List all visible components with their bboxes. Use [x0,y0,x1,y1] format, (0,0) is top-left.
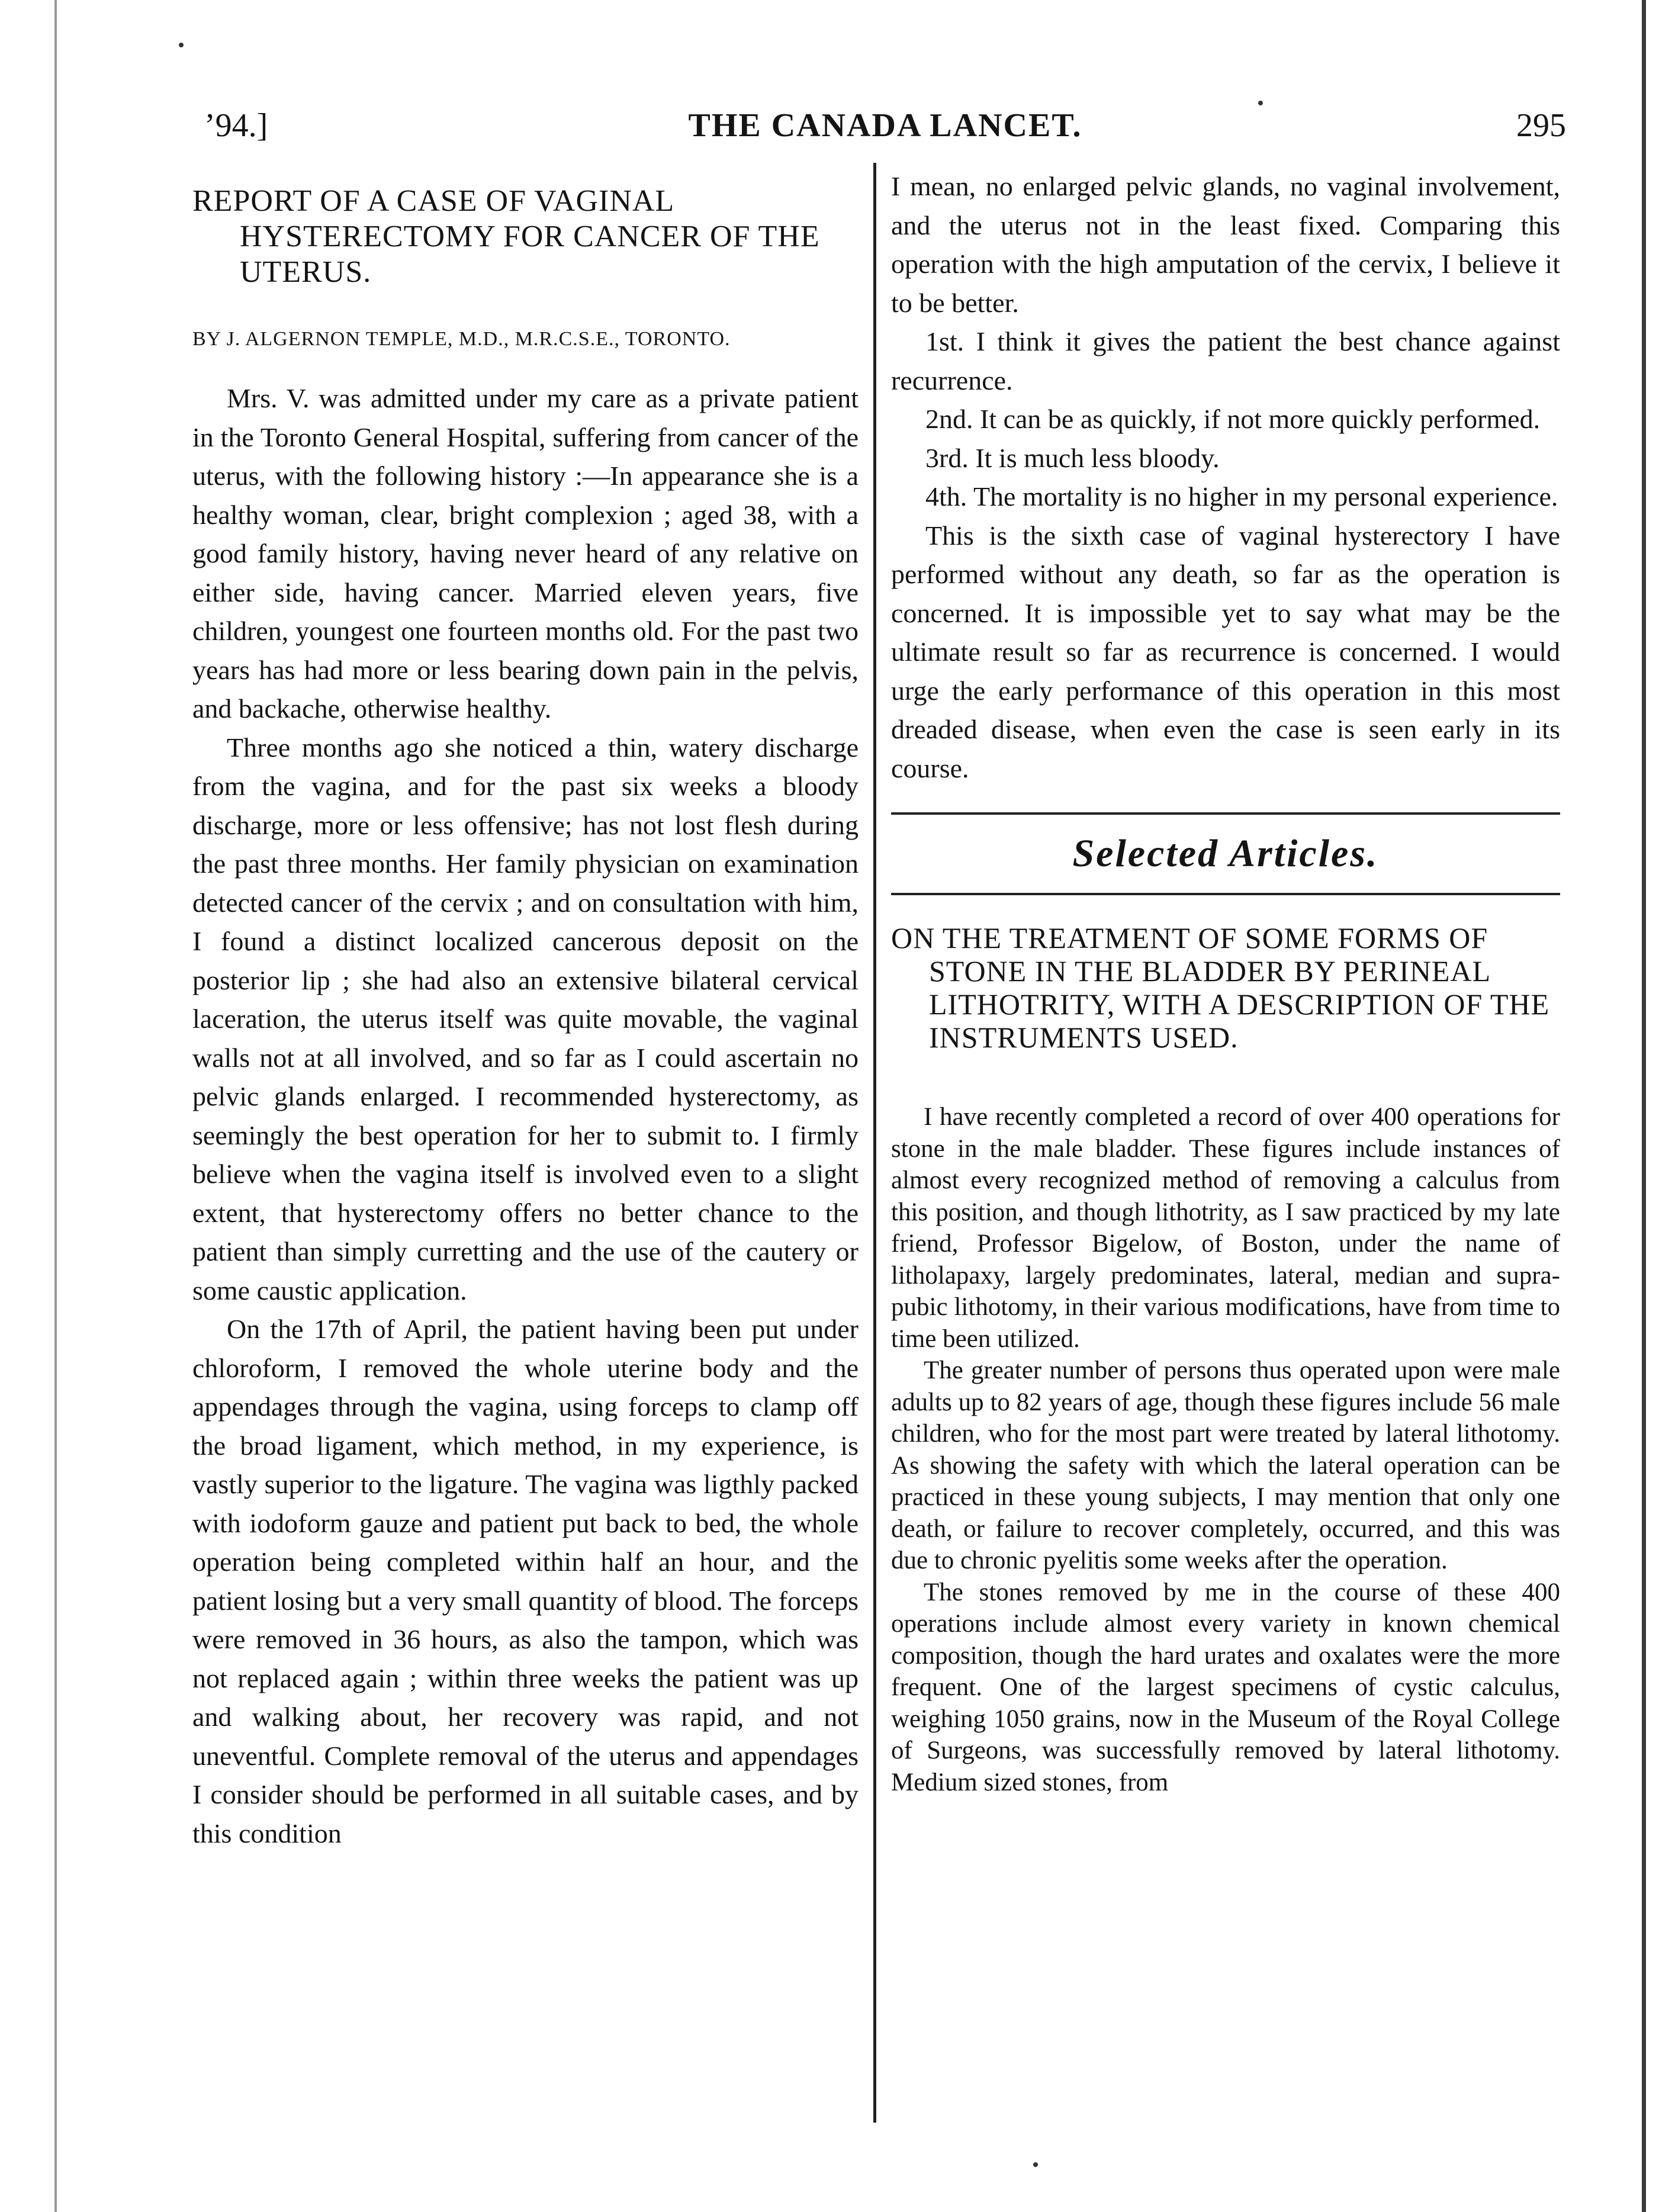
right-column [891,167,1560,1798]
ink-speck [179,43,184,47]
journal-title: THE CANADA LANCET. [688,107,1082,144]
paragraph: 1st. I think it gives the patient the best chance against recurrence. [891,326,1560,396]
paragraph: The greater number of persons thus operated upon were male adults up to 82 years of age, though these figures include 56 male children, who for the most part were treated by lateral lithotomy. As showing the safety with which the lateral operation can be practiced in these young subjects, I may mention that only one death, or failure to recover completely, occurred, and this was due to chronic pyelitis some weeks after the operation. [891,1356,1560,1574]
paragraph: This is the sixth case of vaginal hysterectory I have performed without any death, so far as the operation is concerned. It is impossible yet to say what may be the ultimate result so far as recurrence is concerned. I would urge the early performance of this operation in this most dreaded disease, when even the case is seen early in its course. [891,520,1560,783]
paragraph: Mrs. V. was admitted under my care as a private patient in the Toronto General Hospital, suffering from cancer of the uterus, with the following history :—In appearance she is a healthy woman, clear, bright complexion ; aged 38, with a good family history, having never heard of any relative on either side, having cancer. Married eleven years, five children, youngest one fourteen months old. For the past two years has had more or less bearing down pain in the pelvis, and backache, otherwise healthy. [192,383,859,724]
paragraph: I have recently completed a record of over 400 operations for stone in the male bladder. These figures include instances of almost every recognized method of removing a calculus from this position, and though lithotrity, as I saw practiced by my late friend, Professor Bigelow, of Boston, under the name of litholapaxy, largely predominates, lateral, median and supra-pubic lithotomy, in their various modifications, have from time to time been utilized. [891,1103,1560,1353]
paragraph: 2nd. It can be as quickly, if not more quickly performed. [925,404,1541,434]
section-heading: Selected Articles. [1072,832,1379,875]
ink-speck [1033,2162,1038,2167]
article-title: REPORT OF A CASE OF VAGINAL HYSTERECTOMY FOR CANCER OF THE UTERUS. [192,184,820,289]
running-header [204,107,1566,154]
ink-speck [1258,101,1263,105]
paragraph: 4th. The mortality is no higher in my personal experience. [925,481,1558,512]
paragraph: Three months ago she noticed a thin, watery discharge from the vagina, and for the past six weeks a bloody discharge, more or less offensive; has not lost flesh during the past three months. Her family physician on examination detected cancer of the cervix ; and on consultation with him, I found a distinct localized cancerous deposit on the posterior lip ; she had also an extensive bilateral cervical laceration, the uterus itself was quite movable, the vaginal walls not at all involved, and so far as I could ascertain no pelvic glands enlarged. I recommended hysterectomy, as seemingly the best operation for her to submit to. I firmly believe when the vagina itself is involved even to a slight extent, that hysterectomy offers no better chance to the patient than simply curretting and the use of the cautery or some caustic application. [192,732,859,1306]
article-byline: BY J. ALGERNON TEMPLE, M.D., M.R.C.S.E., TORONTO. [192,328,731,350]
paragraph: The stones removed by me in the course of these 400 operations include almost every variety in known chemical composition, though the hard urates and oxalates were the more frequent. One of the largest specimens of cystic calculus, weighing 1050 grains, now in the Museum of the Royal College of Surgeons, was successfully removed by lateral lithotomy. Medium sized stones, from [891,1578,1560,1796]
left-column [192,167,859,1853]
page-edge-right [1642,0,1646,2212]
paragraph: On the 17th of April, the patient having been put under chloroform, I removed the whole uterine body and the appendages through the vagina, using forceps to clamp off the broad ligament, which method, in my experience, is vastly superior to the ligature. The vagina was ligthly packed with iodoform gauze and patient put back to bed, the whole operation being completed within half an hour, and the patient losing but a very small quantity of blood. The forceps were removed in 36 hours, as also the tampon, which was not replaced again ; within three weeks the patient was up and walking about, her recovery was rapid, and not uneventful. Complete removal of the uterus and appendages I consider should be performed in all suitable cases, and by this condition [192,1314,859,1848]
spacer [891,1054,1560,1101]
spacer [891,895,1560,921]
paragraph: I mean, no enlarged pelvic glands, no vaginal involvement, and the uterus not in the least fixed. Comparing this operation with the high amputation of the cervix, I believe it to be better. [891,171,1560,318]
column-divider [873,163,876,2123]
page-edge-left [54,0,57,2212]
header-year: ’94.] [204,107,268,144]
second-article [891,921,1560,1798]
article-title: ON THE TREATMENT OF SOME FORMS OF STONE IN THE BLADDER BY PERINEAL LITHOTRITY, WITH A DESCRIPTION OF THE INSTRUMENTS USED. [891,921,1550,1054]
page-number: 295 [1516,107,1566,144]
paragraph: 3rd. It is much less bloody. [925,442,1220,473]
